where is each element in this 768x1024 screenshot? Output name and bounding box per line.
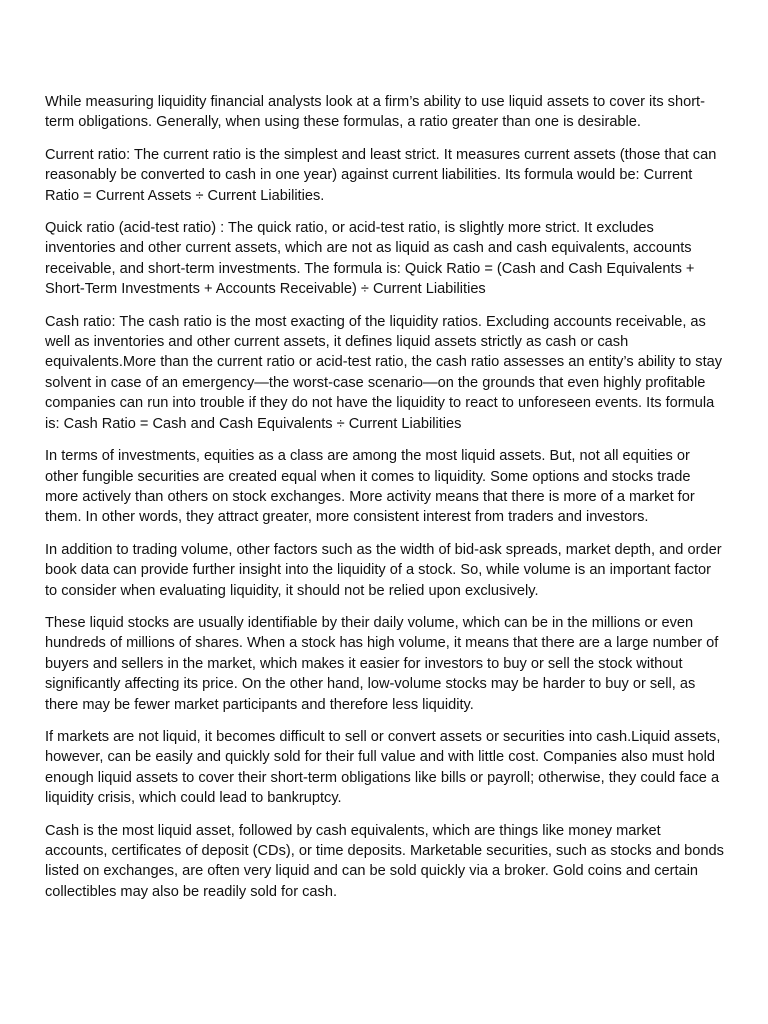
paragraph-illiquid-markets: If markets are not liquid, it becomes difficult to sell or convert assets or securities into cash.Liquid assets, however, can be easily and quickly sold for their full value and with little cost. Companies also must hold enough liquid assets to cover their short-term obligations like bills or payroll; otherwise, they could face a liquidity crisis, which could lead to bankruptcy. [45,728,721,807]
document-page [45,92,725,914]
paragraph-current-ratio: Current ratio: The current ratio is the simplest and least strict. It measures current assets (those that can reasonably be converted to cash in one year) against current liabilities. Its formula would be: Current Ratio = Current Assets ÷ Current Liabilities. [45,146,717,204]
paragraph-quick-ratio: Quick ratio (acid-test ratio) : The quick ratio, or acid-test ratio, is slightly more strict. It excludes inventories and other current assets, which are not as liquid as cash and cash equivalents, accounts receivable, and short-term investments. The formula is: Quick Ratio = (Cash and Cash Equivalents + Short-Term Investments + Accounts Receivable) ÷ Current Liabilities [45,220,695,298]
paragraph-liquid-assets-ranking: Cash is the most liquid asset, followed by cash equivalents, which are things like money market accounts, certificates of deposit (CDs), or time deposits. Marketable securities, such as stocks and bonds listed on exchanges, are often very liquid and can be sold quickly via a broker. Gold coins and certain collectibles may also be readily sold for cash. [45,822,724,900]
paragraph-cash-ratio: Cash ratio: The cash ratio is the most exacting of the liquidity ratios. Excluding accounts receivable, as well as inventories and other current assets, it defines liquid assets strictly as cash or cash equivalents.More than the current ratio or acid-test ratio, the cash ratio assesses an entity’s ability to stay solvent in case of an emergency—the worst-case scenario—on the grounds that even highly profitable companies can run into trouble if they do not have the liquidity to react to unforeseen events. Its formula is: Cash Ratio = Cash and Cash Equivalents ÷ Current Liabilities [45,313,723,432]
paragraph-intro: While measuring liquidity financial analysts look at a firm’s ability to use liquid assets to cover its short-term obligations. Generally, when using these formulas, a ratio greater than one is desirable. [45,94,705,131]
paragraph-trading-volume: In addition to trading volume, other factors such as the width of bid-ask spreads, market depth, and order book data can provide further insight into the liquidity of a stock. So, while volume is an important factor to consider when evaluating liquidity, it should not be relied upon exclusively. [45,541,722,599]
paragraph-equities-liquidity: In terms of investments, equities as a class are among the most liquid assets. But, not all equities or other fungible securities are created equal when it comes to liquidity. Some options and stocks trade more actively than others on stock exchanges. More activity means that there is more of a market for them. In other words, they attract greater, more consistent interest from traders and investors. [45,448,695,526]
paragraph-liquid-stocks: These liquid stocks are usually identifiable by their daily volume, which can be in the millions or even hundreds of millions of shares. When a stock has high volume, it means that there are a large number of buyers and sellers in the market, which makes it easier for investors to buy or sell the stock without significantly affecting its price. On the other hand, low-volume stocks may be harder to buy or sell, as there may be fewer market participants and therefore less liquidity. [45,614,719,713]
